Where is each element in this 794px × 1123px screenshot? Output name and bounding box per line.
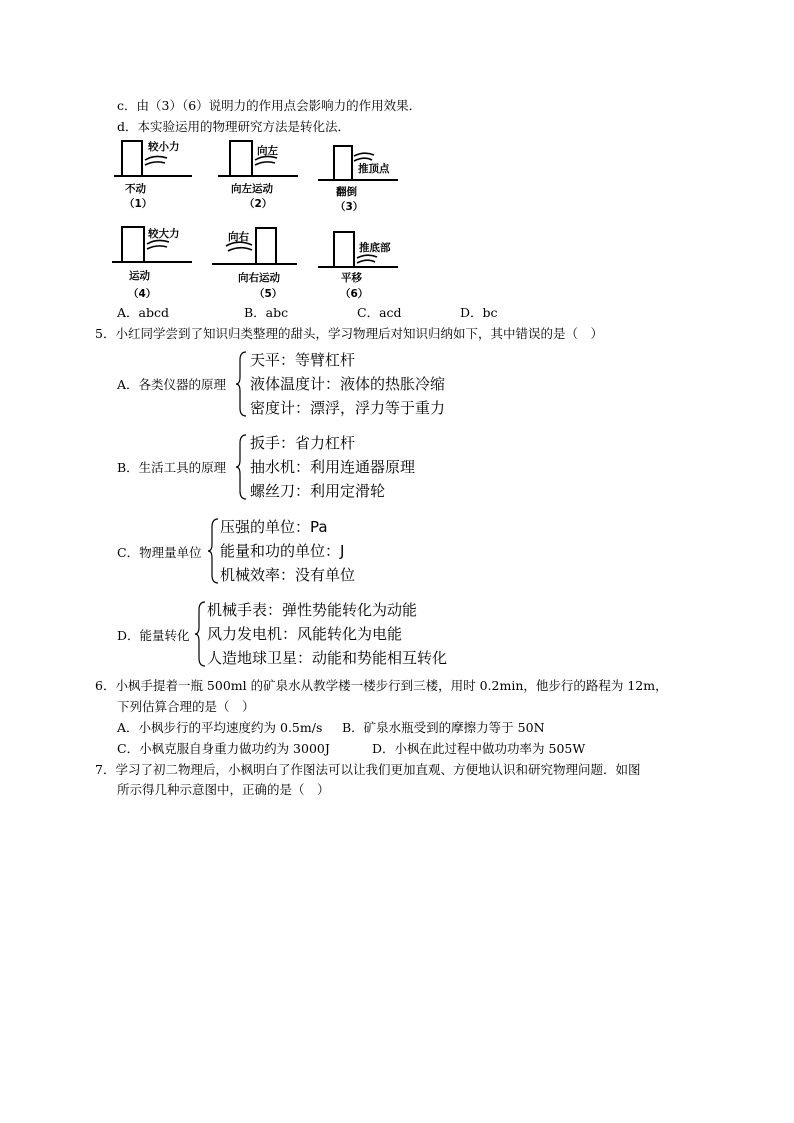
q5-group-c-item-1: 压强的单位：Pa — [220, 518, 328, 536]
q5-group-b-item-2: 抽水机：利用连通器原理 — [250, 458, 416, 476]
figure-5-caption: 向右运动 — [238, 272, 280, 284]
q5-group-b-head: B．生活工具的原理 — [117, 460, 227, 475]
q5-group-c-brace — [208, 517, 220, 585]
q4-option-c: C．acd — [357, 305, 402, 320]
figure-2-label: 向左 — [257, 145, 278, 157]
q5-group-c-head: C．物理量单位 — [117, 545, 202, 560]
q5-group-b-item-1: 扳手：省力杠杆 — [250, 434, 356, 452]
figure-4-label: 较大力 — [148, 228, 180, 240]
q4-statement-c: c．由（3）（6）说明力的作用点会影响力的作用效果． — [117, 98, 422, 113]
figure-4-number: （4） — [128, 288, 157, 300]
q5-group-c-item-3: 机械效率：没有单位 — [220, 566, 356, 584]
figure-4-caption: 运动 — [129, 270, 150, 282]
figure-3-number: （3） — [335, 201, 364, 213]
figure-1-caption: 不动 — [125, 183, 146, 195]
figure-6-caption: 平移 — [341, 272, 362, 284]
figure-5-label: 向右 — [228, 231, 249, 243]
q5-group-b-item-3: 螺丝刀：利用定滑轮 — [250, 482, 386, 500]
q5-group-b-brace — [236, 433, 248, 501]
q6-option-b: B．矿泉水瓶受到的摩擦力等于 50N — [342, 720, 545, 735]
q6-option-d: D．小枫在此过程中做功功率为 505W — [372, 741, 586, 756]
q5-group-a-brace — [236, 350, 248, 418]
q6-stem-line-2: 下列估算合理的是（ ） — [117, 699, 255, 714]
figure-6-number: （6） — [340, 288, 369, 300]
figure-5-diagram — [212, 224, 302, 276]
figure-3-label: 推顶点 — [358, 163, 390, 175]
figure-6-label: 推底部 — [359, 242, 391, 254]
q4-statement-d: d．本实验运用的物理研究方法是转化法． — [117, 119, 351, 134]
figure-1-label: 较小力 — [148, 141, 180, 153]
q6-option-a: A．小枫步行的平均速度约为 0.5m/s — [117, 720, 323, 735]
q5-group-a-item-2: 液体温度计：液体的热胀冷缩 — [250, 375, 446, 393]
q6-option-c: C．小枫克服自身重力做功约为 3000J — [117, 741, 330, 756]
q6-stem-line-1: 6．小枫手提着一瓶 500ml 的矿泉水从教学楼一楼步行到三楼，用时 0.2min，他步行的路程为 12m， — [95, 678, 668, 693]
q7-stem-line-1: 7．学习了初二物理后，小枫明白了作图法可以让我们更加直观、方便地认识和研究物理问题．如图 — [95, 762, 641, 777]
q5-group-d-item-1: 机械手表：弹性势能转化为动能 — [207, 601, 418, 619]
q5-group-d-head: D．能量转化 — [117, 628, 190, 643]
q5-group-a-item-3: 密度计：漂浮，浮力等于重力 — [250, 399, 446, 417]
q4-option-b: B．abc — [244, 305, 289, 320]
figure-3-caption: 翻倒 — [336, 186, 357, 198]
q5-stem: 5．小红同学尝到了知识归类整理的甜头，学习物理后对知识归纳如下，其中错误的是（ ） — [95, 326, 603, 341]
figure-2-caption: 向左运动 — [231, 183, 273, 195]
q5-group-a-item-1: 天平：等臂杠杆 — [250, 351, 356, 369]
q5-group-d-brace — [195, 600, 207, 668]
figure-1-number: （1） — [124, 198, 153, 210]
q5-group-d-item-2: 风力发电机：风能转化为电能 — [207, 625, 403, 643]
figure-5-number: （5） — [254, 288, 283, 300]
q4-option-a: A．abcd — [117, 305, 169, 320]
q7-stem-line-2: 所示得几种示意图中，正确的是（ ） — [117, 782, 330, 797]
q5-group-d-item-3: 人造地球卫星：动能和势能相互转化 — [207, 649, 448, 667]
q5-group-c-item-2: 能量和功的单位：J — [220, 542, 345, 560]
figure-2-number: （2） — [244, 198, 273, 210]
q5-group-a-head: A．各类仪器的原理 — [117, 377, 227, 392]
q4-option-d: D．bc — [460, 305, 498, 320]
